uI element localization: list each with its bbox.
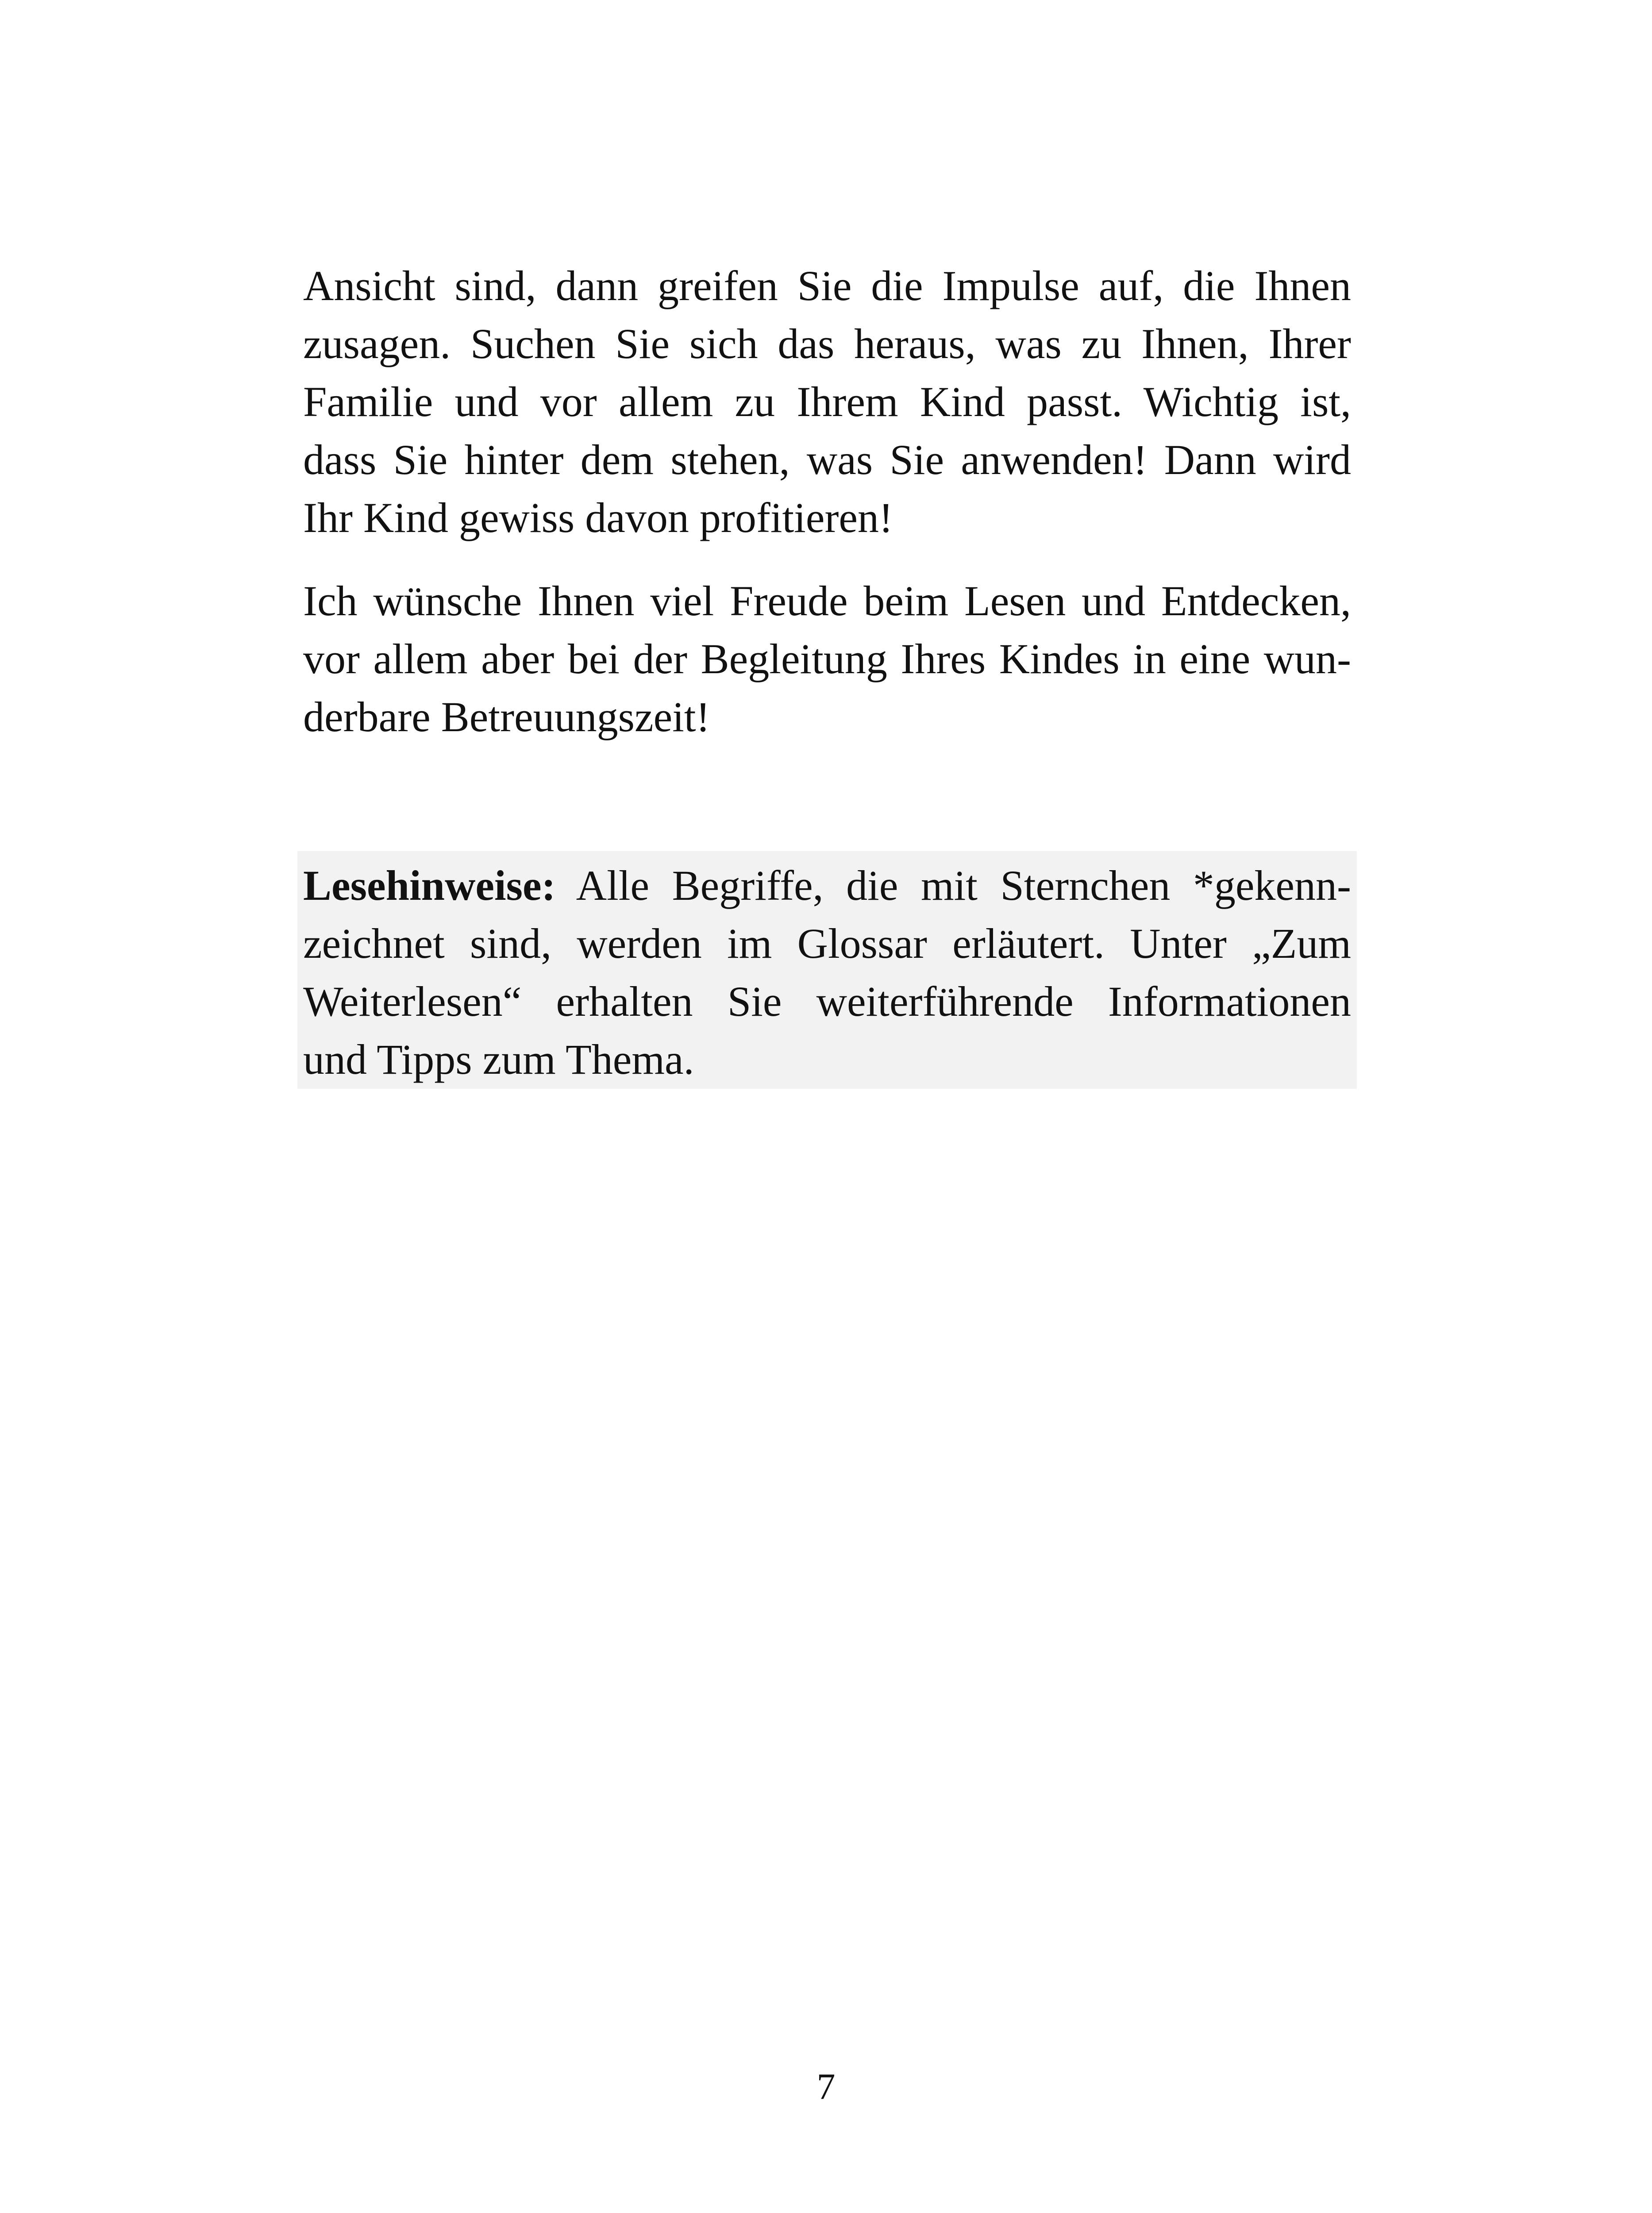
text-line: Ansicht sind, dann greifen Sie die Impulse auf, die Ihnen [303, 262, 1351, 309]
body-paragraph-2 [303, 572, 1351, 746]
text-line: derbare Betreuungszeit! [303, 693, 710, 740]
note-first-line-text: Alle Begriffe, die mit Sternchen *gekenn- [555, 862, 1351, 909]
text-line: zeichnet sind, werden im Glossar erläutert. Unter „Zum [303, 920, 1351, 967]
text-line: Familie und vor allem zu Ihrem Kind passt. Wichtig ist, [303, 378, 1351, 425]
note-first-line [303, 856, 1351, 914]
text-line: vor allem aber bei der Begleitung Ihres Kindes in eine wun- [303, 635, 1351, 682]
reading-note-text [303, 856, 1351, 1088]
text-line: und Tipps zum Thema. [303, 1036, 694, 1083]
body-paragraph-1 [303, 257, 1351, 547]
text-line: dass Sie hinter dem stehen, was Sie anwenden! Dann wird [303, 436, 1351, 483]
note-label: Lesehinweise: [303, 862, 556, 909]
text-line: Weiterlesen“ erhalten Sie weiterführende Informationen [303, 978, 1351, 1025]
page-number: 7 [816, 2066, 836, 2107]
text-line: Ihr Kind gewiss davon profitieren! [303, 494, 893, 541]
text-line: zusagen. Suchen Sie sich das heraus, was zu Ihnen, Ihrer [303, 320, 1351, 367]
text-line: Ich wünsche Ihnen viel Freude beim Lesen und Entdecken, [303, 577, 1351, 625]
